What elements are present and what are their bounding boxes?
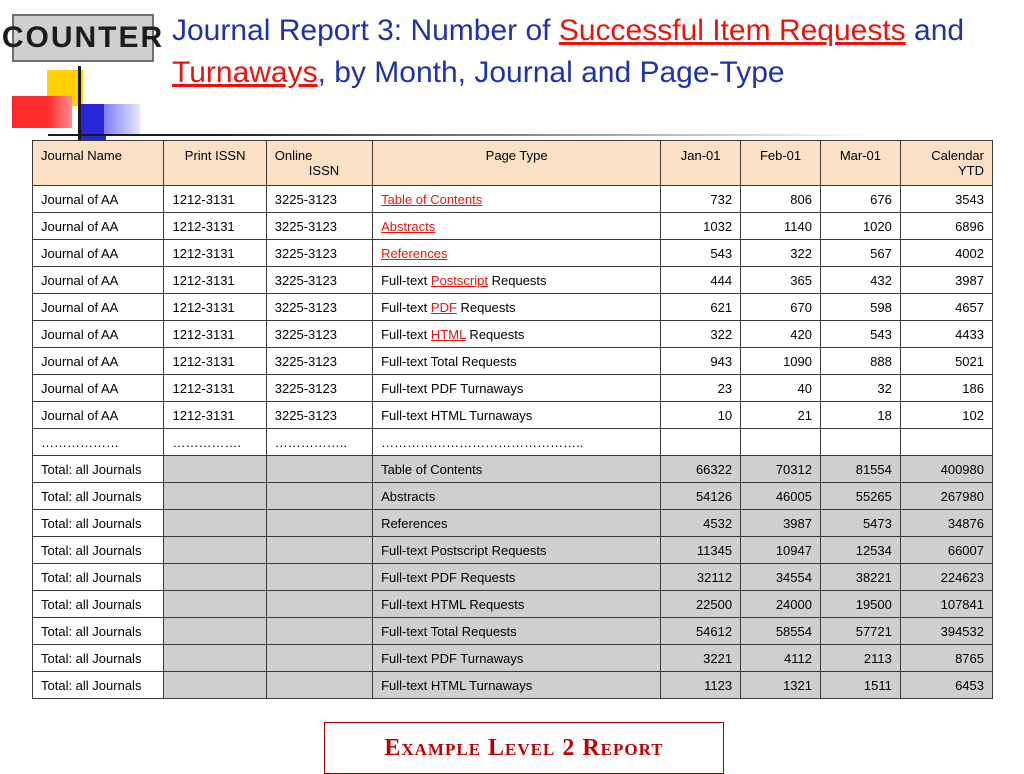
page-type-link[interactable]: HTML	[430, 326, 466, 342]
slide-title	[172, 10, 972, 94]
cell-mar: 55265	[820, 483, 900, 510]
cell-online-issn: 3225-3123	[266, 402, 372, 429]
cell-page-type	[373, 267, 661, 294]
cell-jan: 621	[661, 294, 741, 321]
cell-online-issn: 3225-3123	[266, 267, 372, 294]
total-row	[33, 510, 993, 537]
page-type-link[interactable]: Abstracts	[381, 218, 436, 234]
cell-page-type	[373, 240, 661, 267]
cell-jan: 11345	[661, 537, 741, 564]
cell-page-type: Full-text Postscript Requests	[373, 537, 661, 564]
cell-print-issn: 1212-3131	[164, 267, 266, 294]
decor-lightblue-square	[104, 104, 140, 134]
header-ytd-line1: Calendar	[931, 148, 984, 163]
cell-page-type: Table of Contents	[373, 456, 661, 483]
cell-empty	[266, 591, 372, 618]
cell-feb: 10947	[741, 537, 821, 564]
cell-empty	[266, 564, 372, 591]
title-part2: and	[905, 14, 965, 47]
cell-online-issn: 3225-3123	[266, 321, 372, 348]
cell-total-label: Total: all Journals	[33, 564, 164, 591]
cell-ytd: 394532	[900, 618, 992, 645]
cell-empty	[164, 537, 266, 564]
cell-mar: 5473	[820, 510, 900, 537]
cell-jan: 4532	[661, 510, 741, 537]
cell-page-type: Full-text HTML Requests	[373, 591, 661, 618]
successful-item-requests-link[interactable]: Successful Item Requests	[558, 14, 906, 47]
cell-mar: 19500	[820, 591, 900, 618]
journal-row	[33, 294, 993, 321]
cell-feb: 24000	[741, 591, 821, 618]
cell-page-type	[373, 294, 661, 321]
header-online-issn	[266, 141, 372, 186]
total-row	[33, 618, 993, 645]
cell-empty	[164, 564, 266, 591]
cell-empty	[266, 456, 372, 483]
cell-jan: 943	[661, 348, 741, 375]
cell-jan: 10	[661, 402, 741, 429]
cell-journal-name: Journal of AA	[33, 321, 164, 348]
cell-mar: 81554	[820, 456, 900, 483]
cell-jan: 3221	[661, 645, 741, 672]
turnaways-link[interactable]: Turnaways	[172, 56, 318, 89]
cell-mar: 38221	[820, 564, 900, 591]
cell-mar: 32	[820, 375, 900, 402]
cell-feb: 21	[741, 402, 821, 429]
cell-empty	[164, 672, 266, 699]
cell-feb: 365	[741, 267, 821, 294]
cell-total-label: Total: all Journals	[33, 618, 164, 645]
cell-print-issn: 1212-3131	[164, 294, 266, 321]
page-type-pre: Full-text	[381, 299, 431, 315]
cell-ytd: 224623	[900, 564, 992, 591]
journal-row	[33, 402, 993, 429]
header-print-issn: Print ISSN	[164, 141, 266, 186]
cell-mar: 2113	[820, 645, 900, 672]
page-type-pre: Full-text	[381, 272, 431, 288]
cell-journal-name: Journal of AA	[33, 348, 164, 375]
cell-ytd: 8765	[900, 645, 992, 672]
cell-journal-name: Journal of AA	[33, 375, 164, 402]
cell-empty	[164, 591, 266, 618]
journal-row	[33, 186, 993, 213]
cell-total-label: Total: all Journals	[33, 537, 164, 564]
cell-total-label: Total: all Journals	[33, 456, 164, 483]
cell-online-issn: 3225-3123	[266, 240, 372, 267]
cell-ytd: 34876	[900, 510, 992, 537]
cell-ytd: 66007	[900, 537, 992, 564]
cell-jan: 444	[661, 267, 741, 294]
cell-empty	[266, 618, 372, 645]
journal-row	[33, 375, 993, 402]
cell-print-issn: 1212-3131	[164, 348, 266, 375]
cell-mar: 888	[820, 348, 900, 375]
cell-journal-name: Journal of AA	[33, 240, 164, 267]
cell-ellipsis-print-issn: …………….	[164, 429, 266, 456]
journal-row	[33, 213, 993, 240]
cell-feb: 1321	[741, 672, 821, 699]
cell-empty	[164, 483, 266, 510]
cell-empty	[164, 618, 266, 645]
cell-jan: 23	[661, 375, 741, 402]
total-row	[33, 483, 993, 510]
cell-feb: 322	[741, 240, 821, 267]
cell-mar: 57721	[820, 618, 900, 645]
total-row	[33, 672, 993, 699]
cell-empty	[661, 429, 741, 456]
cell-total-label: Total: all Journals	[33, 645, 164, 672]
cell-journal-name: Journal of AA	[33, 213, 164, 240]
cell-ytd: 267980	[900, 483, 992, 510]
title-part1: Journal Report 3: Number of	[172, 14, 559, 47]
cell-jan: 1032	[661, 213, 741, 240]
cell-jan: 54126	[661, 483, 741, 510]
cell-print-issn: 1212-3131	[164, 240, 266, 267]
decor-horizontal-line	[48, 134, 208, 136]
cell-empty	[900, 429, 992, 456]
cell-total-label: Total: all Journals	[33, 483, 164, 510]
example-report-box	[324, 722, 724, 774]
header-online-issn-line2: ISSN	[308, 163, 340, 178]
cell-ytd: 5021	[900, 348, 992, 375]
journal-row	[33, 240, 993, 267]
cell-print-issn: 1212-3131	[164, 186, 266, 213]
cell-mar: 598	[820, 294, 900, 321]
cell-online-issn: 3225-3123	[266, 213, 372, 240]
journal-report-table	[32, 140, 993, 699]
cell-mar: 18	[820, 402, 900, 429]
cell-ytd: 3543	[900, 186, 992, 213]
cell-ytd: 102	[900, 402, 992, 429]
cell-feb: 3987	[741, 510, 821, 537]
cell-jan: 66322	[661, 456, 741, 483]
cell-page-type: References	[373, 510, 661, 537]
cell-page-type: Abstracts	[373, 483, 661, 510]
cell-ytd: 6453	[900, 672, 992, 699]
cell-ellipsis-name: ………………	[33, 429, 164, 456]
cell-ytd: 4657	[900, 294, 992, 321]
cell-mar: 1511	[820, 672, 900, 699]
cell-ytd: 4002	[900, 240, 992, 267]
cell-jan: 732	[661, 186, 741, 213]
page-type-post: Requests	[487, 272, 547, 288]
page-type-link[interactable]: Table of Contents	[381, 191, 483, 207]
total-row	[33, 645, 993, 672]
header-page-type: Page Type	[373, 141, 661, 186]
cell-online-issn: 3225-3123	[266, 348, 372, 375]
cell-online-issn: 3225-3123	[266, 375, 372, 402]
cell-empty	[266, 483, 372, 510]
cell-mar: 676	[820, 186, 900, 213]
cell-ellipsis-page-type: ………………………………………..	[373, 429, 661, 456]
cell-empty	[266, 645, 372, 672]
total-row	[33, 564, 993, 591]
page-type-post: Requests	[456, 299, 516, 315]
cell-print-issn: 1212-3131	[164, 375, 266, 402]
cell-online-issn: 3225-3123	[266, 294, 372, 321]
cell-journal-name: Journal of AA	[33, 294, 164, 321]
cell-page-type: Full-text PDF Requests	[373, 564, 661, 591]
cell-jan: 22500	[661, 591, 741, 618]
journal-row	[33, 348, 993, 375]
cell-empty	[741, 429, 821, 456]
decor-red-bar	[12, 96, 72, 128]
cell-empty	[164, 645, 266, 672]
cell-jan: 1123	[661, 672, 741, 699]
cell-total-label: Total: all Journals	[33, 510, 164, 537]
header-feb: Feb-01	[741, 141, 821, 186]
cell-empty	[820, 429, 900, 456]
cell-print-issn: 1212-3131	[164, 213, 266, 240]
cell-print-issn: 1212-3131	[164, 402, 266, 429]
total-row	[33, 456, 993, 483]
cell-ytd: 3987	[900, 267, 992, 294]
cell-ytd: 186	[900, 375, 992, 402]
page-type-link[interactable]: References	[381, 245, 448, 261]
header-mar: Mar-01	[820, 141, 900, 186]
total-row	[33, 591, 993, 618]
cell-empty	[164, 510, 266, 537]
cell-feb: 46005	[741, 483, 821, 510]
total-row	[33, 537, 993, 564]
cell-page-type: Full-text HTML Turnaways	[373, 402, 661, 429]
cell-page-type	[373, 321, 661, 348]
cell-page-type: Full-text PDF Turnaways	[373, 375, 661, 402]
cell-page-type	[373, 213, 661, 240]
cell-mar: 567	[820, 240, 900, 267]
page-type-link[interactable]: Postscript	[430, 272, 488, 288]
cell-feb: 1140	[741, 213, 821, 240]
cell-feb: 40	[741, 375, 821, 402]
cell-ytd: 6896	[900, 213, 992, 240]
header-calendar-ytd	[900, 141, 992, 186]
cell-empty	[266, 537, 372, 564]
cell-empty	[164, 456, 266, 483]
cell-journal-name: Journal of AA	[33, 267, 164, 294]
cell-total-label: Total: all Journals	[33, 672, 164, 699]
cell-feb: 1090	[741, 348, 821, 375]
cell-page-type: Full-text Total Requests	[373, 348, 661, 375]
cell-feb: 670	[741, 294, 821, 321]
header-online-issn-line1: Online	[274, 148, 313, 163]
cell-mar: 543	[820, 321, 900, 348]
counter-logo	[1, 14, 165, 62]
table-header-row	[33, 141, 993, 186]
cell-feb: 34554	[741, 564, 821, 591]
page-type-post: Requests	[465, 326, 525, 342]
journal-row	[33, 321, 993, 348]
cell-total-label: Total: all Journals	[33, 591, 164, 618]
cell-jan: 32112	[661, 564, 741, 591]
cell-ellipsis-online-issn: ……………..	[266, 429, 372, 456]
cell-empty	[266, 510, 372, 537]
header-journal-name: Journal Name	[33, 141, 164, 186]
example-report-label: Example Level 2 Report	[384, 734, 664, 761]
cell-feb: 420	[741, 321, 821, 348]
cell-mar: 1020	[820, 213, 900, 240]
header-ytd-line2: YTD	[958, 163, 984, 178]
cell-page-type: Full-text Total Requests	[373, 618, 661, 645]
cell-page-type: Full-text PDF Turnaways	[373, 645, 661, 672]
cell-page-type	[373, 186, 661, 213]
header-jan: Jan-01	[661, 141, 741, 186]
ellipsis-row	[33, 429, 993, 456]
cell-jan: 543	[661, 240, 741, 267]
page-type-link[interactable]: PDF	[430, 299, 457, 315]
cell-jan: 322	[661, 321, 741, 348]
cell-feb: 70312	[741, 456, 821, 483]
journal-row	[33, 267, 993, 294]
cell-print-issn: 1212-3131	[164, 321, 266, 348]
cell-ytd: 4433	[900, 321, 992, 348]
cell-feb: 806	[741, 186, 821, 213]
cell-feb: 58554	[741, 618, 821, 645]
cell-jan: 54612	[661, 618, 741, 645]
cell-page-type: Full-text HTML Turnaways	[373, 672, 661, 699]
cell-online-issn: 3225-3123	[266, 186, 372, 213]
cell-journal-name: Journal of AA	[33, 186, 164, 213]
title-part3: , by Month, Journal and Page-Type	[317, 56, 785, 89]
cell-journal-name: Journal of AA	[33, 402, 164, 429]
page-type-pre: Full-text	[381, 326, 431, 342]
cell-feb: 4112	[741, 645, 821, 672]
cell-mar: 432	[820, 267, 900, 294]
cell-mar: 12534	[820, 537, 900, 564]
decor-vertical-line	[78, 66, 81, 140]
title-underline	[208, 134, 868, 136]
cell-ytd: 107841	[900, 591, 992, 618]
cell-ytd: 400980	[900, 456, 992, 483]
cell-empty	[266, 672, 372, 699]
logo-text: COUNTER	[1, 21, 165, 54]
